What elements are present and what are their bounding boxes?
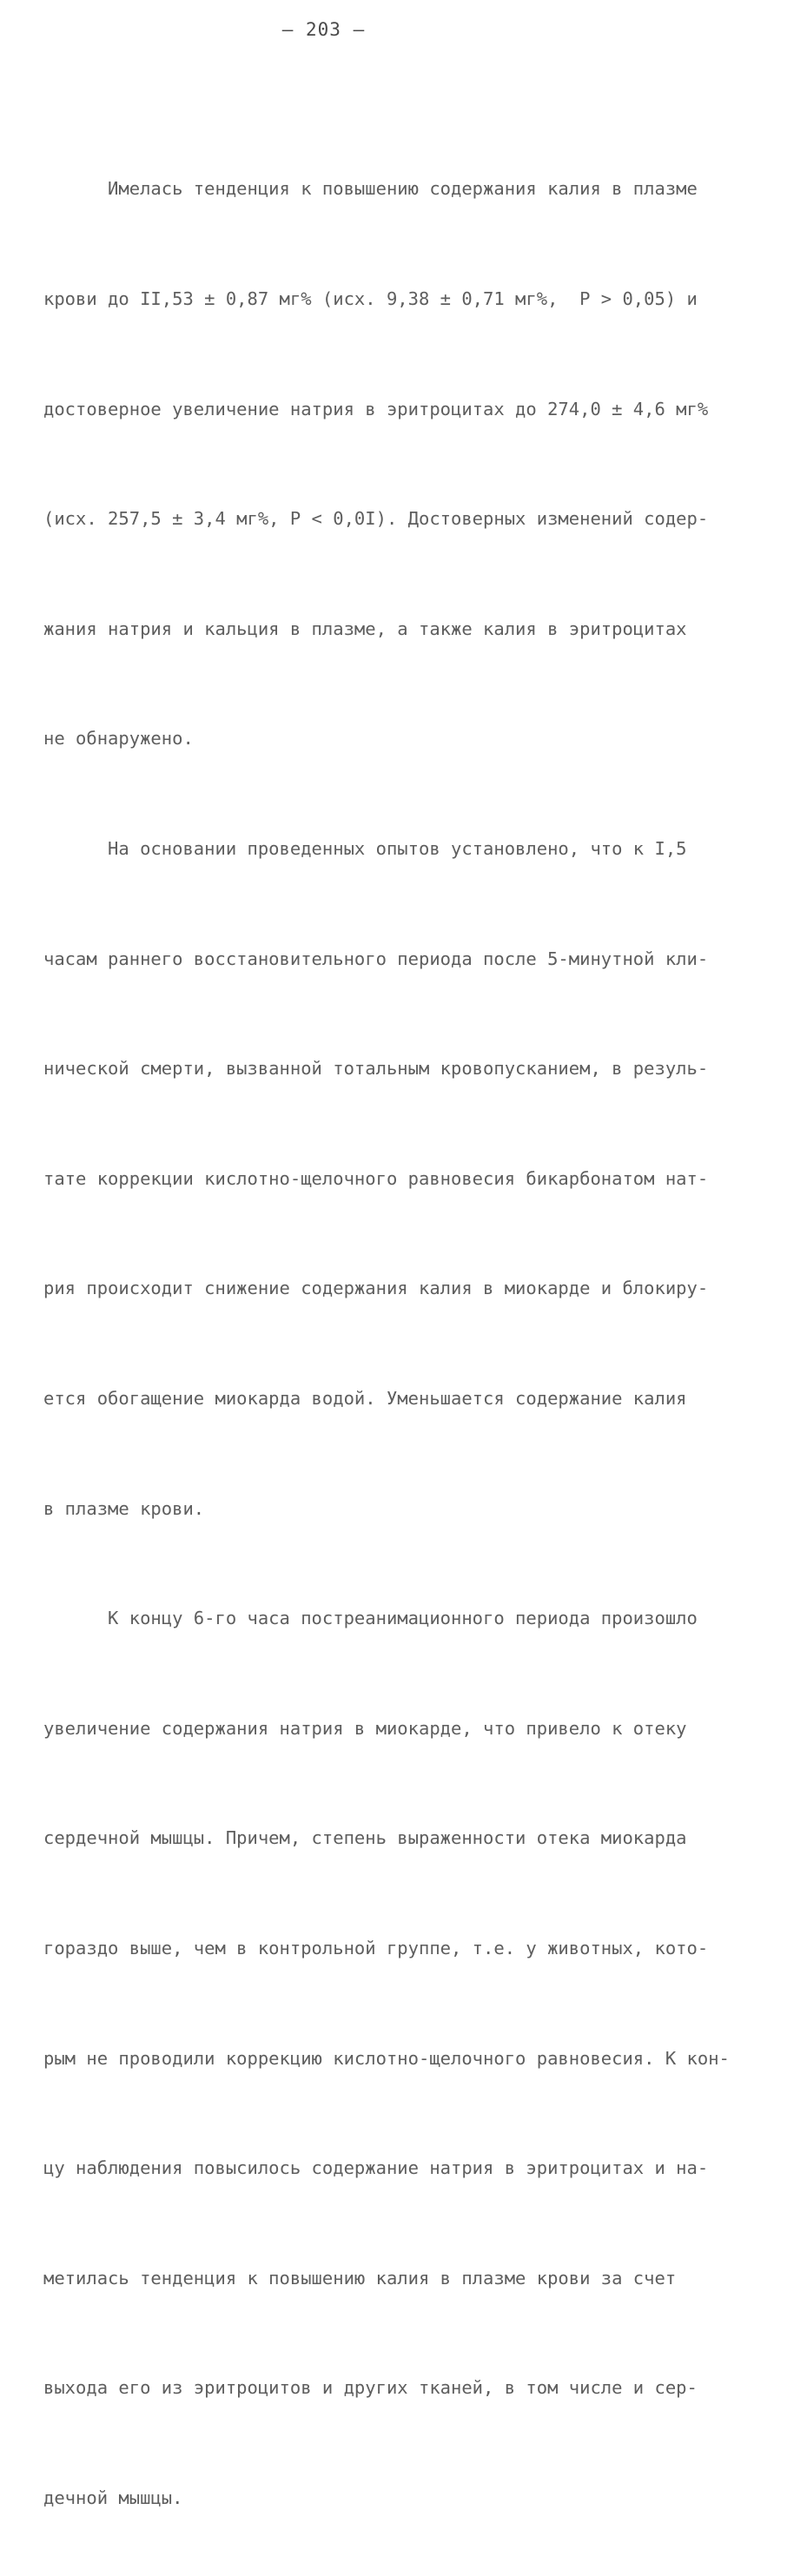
- page-number: – 203 –: [281, 19, 366, 40]
- text-line: выхода его из эритроцитов и других тканей, в том числе и сер-: [43, 2377, 698, 2399]
- text-line: цу наблюдения повысилось содержание натрия в эритроцитах и на-: [43, 2157, 709, 2179]
- text-line: рым не проводили коррекцию кислотно-щелочного равновесия. К кон-: [43, 2047, 730, 2069]
- text-line: не обнаружено.: [43, 728, 194, 750]
- text-line: К концу 6-го часа постреанимационного периода произошло: [43, 1608, 698, 1629]
- text-line: жания натрия и кальция в плазме, а также калия в эритроцитах: [43, 618, 687, 639]
- text-line: гораздо выше, чем в контрольной группе, т.е. у животных, кото-: [43, 1937, 709, 1958]
- text-line: часам раннего восстановительного периода после 5-минутной кли-: [43, 948, 709, 969]
- text-line: увеличение содержания натрия в миокарде, что привело к отеку: [43, 1717, 687, 1739]
- text-line: На основании проведенных опытов установлено, что к I,5: [43, 837, 687, 859]
- text-line: метилась тенденция к повышению калия в плазме крови за счет: [43, 2267, 677, 2289]
- body-text: [43, 97, 764, 2576]
- text-line: ется обогащение миокарда водой. Уменьшается содержание калия: [43, 1387, 687, 1409]
- text-line: Имелась тенденция к повышению содержания калия в плазме: [43, 178, 698, 200]
- text-line: в плазме крови.: [43, 1497, 205, 1519]
- text-line: (исх. 257,5 ± 3,4 мг%, P < 0,0I). Достоверных изменений содер-: [43, 508, 709, 530]
- text-line: сердечной мышцы. Причем, степень выраженности отека миокарда: [43, 1827, 687, 1849]
- text-line: нической смерти, вызванной тотальным кровопусканием, в резуль-: [43, 1058, 709, 1080]
- text-line: рия происходит снижение содержания калия в миокарде и блокиру-: [43, 1278, 709, 1299]
- text-line: крови до II,53 ± 0,87 мг% (исх. 9,38 ± 0,71 мг%, P > 0,05) и: [43, 288, 698, 309]
- text-line: достоверное увеличение натрия в эритроцитах до 274,0 ± 4,6 мг%: [43, 398, 709, 419]
- text-line: дечной мышцы.: [43, 2487, 183, 2508]
- text-line: тате коррекции кислотно-щелочного равновесия бикарбонатом нат-: [43, 1167, 709, 1189]
